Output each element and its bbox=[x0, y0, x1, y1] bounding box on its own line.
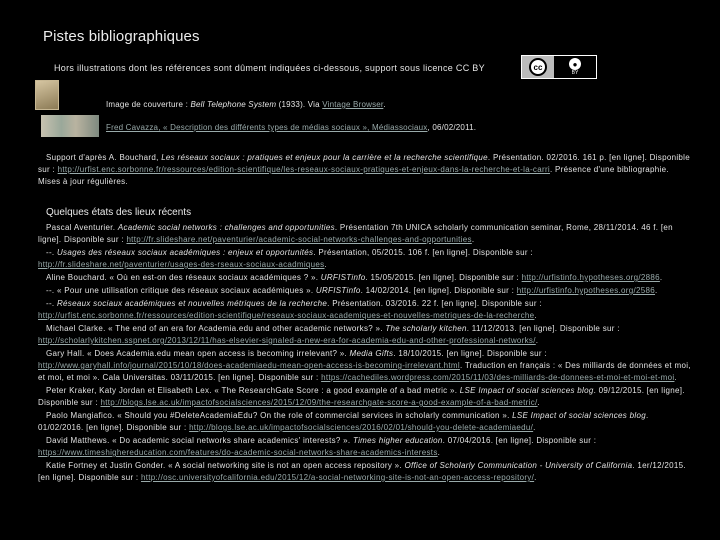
reference-item: Katie Fortney et Justin Gonder. « A social networking site is not an open access repository ». Office of Scholarly Communication - University of California. 1er/12/2015. [en ligne]. Disponible sur : http://osc.universityofcalifornia.edu/2015/12/a-social-networking-site-is-not-an-open-access-repository/. bbox=[38, 461, 686, 482]
reference-item: Gary Hall. « Does Academia.edu mean open access is becoming irrelevant? ». Media Gifts. 18/10/2015. [en ligne]. Disponible sur : http://www.garyhall.info/journal/2015/10/18/does-academiaedu-mean-open-access-is-becoming-irrelevant.html. Traduction en français : « Des milliards de données et moi, et moi, et moi ». Cala Universitas. 03/11/2015. [en ligne]. Disponible sur : https://cachediles.wordpress.com/2015/11/03/des-milliards-de-donnees-et-moi-et-moi-et-moi. bbox=[38, 349, 691, 382]
reference-item: Michael Clarke. « The end of an era for Academia.edu and other academic networks? ». The scholarly kitchen. 11/12/2013. [en ligne]. Disponible sur : http://scholarlykitchen.sspnet.org/2013/12/11/has-elsevier-signaled-a-new-era-for-academia-edu-and-other-professional-networks/. bbox=[38, 324, 620, 345]
by-label: BY bbox=[571, 70, 579, 76]
cover-thumbnail bbox=[35, 80, 59, 110]
cover-credit: Image de couverture : Bell Telephone System (1933). Via Vintage Browser. bbox=[106, 100, 386, 109]
recents-heading: Quelques états des lieux récents bbox=[46, 207, 192, 218]
reference-list bbox=[38, 222, 694, 484]
vintage-browser-link[interactable]: Vintage Browser bbox=[322, 100, 384, 109]
person-icon: ● bbox=[569, 58, 581, 70]
reference-item: Paolo Mangiafico. « Should you #DeleteAcademiaEdu? On the role of commercial services in scholarly communication ». LSE Impact of social sciences blog. 01/02/2016. [en ligne]. Disponible sur : http://blogs.lse.ac.uk/impactofsocialsciences/2016/02/01/should-you-delete-academiaedu/. bbox=[38, 411, 649, 432]
reference-link[interactable]: http://urfistinfo.hypotheses.org/2586 bbox=[516, 286, 656, 295]
support-source: Support d'après A. Bouchard, Les réseaux sociaux : pratiques et enjeux pour la carrière et la recherche scientifique. Présentation. 02/2016. 161 p. [en ligne]. Disponible sur : http://urfist.enc.sorbonne.fr/ressources/edition-scientifique/les-reseaux-sociaux-pratiques-et-enjeux-dans-la-recherche-et-la-carri. Présence d'une bibliographie. Mises à jour régulières. bbox=[38, 153, 691, 186]
fred-cavazza-link[interactable]: Fred Cavazza, « Description des différents types de médias sociaux », Médiassociaux bbox=[106, 123, 428, 132]
reference-item: --. « Pour une utilisation critique des réseaux sociaux académiques ». URFISTinfo. 14/02/2014. [en ligne]. Disponible sur : http://urfistinfo.hypotheses.org/2586. bbox=[46, 286, 658, 295]
reference-item: David Matthews. « Do academic social networks share academics' interests? ». Times higher education. 07/04/2016. [en ligne]. Disponible sur : https://www.timeshighereducation.com/features/do-academic-social-networks-share-academics-interests. bbox=[38, 436, 597, 457]
reference-item: --. Usages des réseaux sociaux académiques : enjeux et opportunités. Présentation, 05/2015. 106 f. [en ligne]. Disponible sur : http://fr.slideshare.net/paventurier/usages-des-rseaux-sociaux-acadmiques. bbox=[38, 248, 533, 269]
reference-link[interactable]: http://fr.slideshare.net/paventurier/academic-social-networks-challenges-and-opportunities bbox=[126, 235, 472, 244]
reference-link[interactable]: http://urfistinfo.hypotheses.org/2886 bbox=[521, 273, 660, 282]
license-intro: Hors illustrations dont les références sont dûment indiquées ci-dessous, support sous licence CC BY bbox=[54, 63, 485, 73]
cover-title: Bell Telephone System bbox=[190, 100, 277, 109]
reference-link[interactable]: http://www.garyhall.info/journal/2015/10/18/does-academiaedu-mean-open-access-is-becoming-irrelevant.html bbox=[38, 361, 460, 370]
cc-logo-panel bbox=[522, 56, 554, 78]
reference-item: Pascal Aventurier. Academic social networks : challenges and opportunities. Présentation 7th UNICA scholarly communication seminar, Rome, 28/11/2014. 46 f. [en ligne]. Disponible sur : http://fr.slideshare.net/paventurier/academic-social-networks-challenges-and-opportunities. bbox=[38, 223, 673, 244]
reference-link[interactable]: http://scholarlykitchen.sspnet.org/2013/12/11/has-elsevier-signaled-a-new-era-for-academia-edu-and-other-professional-networks/ bbox=[38, 336, 536, 345]
reference-link[interactable]: http://osc.universityofcalifornia.edu/2015/12/a-social-networking-site-is-not-an-open-access-repository/ bbox=[140, 473, 535, 482]
reference-link[interactable]: http://blogs.lse.ac.uk/impactofsocialsciences/2016/02/01/should-you-delete-academiaedu/ bbox=[189, 423, 534, 432]
social-media-thumbnail bbox=[41, 115, 99, 137]
reference-item: Peter Kraker, Katy Jordan et Elisabeth Lex. « The ResearchGate Score : a good example of a bad metric ». LSE Impact of social sciences blog. 09/12/2015. [en ligne]. Disponible sur : http://blogs.lse.ac.uk/impactofsocialsciences/2015/12/09/the-researchgate-score-a-good-example-of-a-bad-metric/. bbox=[38, 386, 685, 407]
reference-link[interactable]: http://urfist.enc.sorbonne.fr/ressources/edition-scientifique/reseaux-sociaux-academiques-et-nouvelles-metriques-de-la-recherche bbox=[38, 311, 535, 320]
fred-cavazza-credit: Fred Cavazza, « Description des différents types de médias sociaux », Médiassociaux, 06/02/2011. bbox=[106, 123, 477, 132]
reference-link[interactable]: https://cachediles.wordpress.com/2015/11/03/des-milliards-de-donnees-et-moi-et-moi-et-moi bbox=[321, 373, 675, 382]
reference-item: Aline Bouchard. « Où en est-on des réseaux sociaux académiques ? ». URFISTinfo. 15/05/2015. [en ligne]. Disponible sur : http://urfistinfo.hypotheses.org/2886. bbox=[46, 273, 663, 282]
cc-by-badge[interactable] bbox=[521, 55, 597, 79]
slide-title: Pistes bibliographiques bbox=[43, 28, 200, 45]
by-panel bbox=[554, 56, 596, 78]
support-link[interactable]: http://urfist.enc.sorbonne.fr/ressources/edition-scientifique/les-reseaux-sociaux-pratiques-et-enjeux-dans-la-recherche-et-la-carri bbox=[57, 165, 550, 174]
reference-link[interactable]: http://fr.slideshare.net/paventurier/usages-des-rseaux-sociaux-acadmiques bbox=[38, 260, 325, 269]
cc-icon: cc bbox=[529, 58, 547, 76]
reference-link[interactable]: https://www.timeshighereducation.com/features/do-academic-social-networks-share-academics-interests bbox=[38, 448, 438, 457]
reference-item: --. Réseaux sociaux académiques et nouvelles métriques de la recherche. Présentation. 03/2016. 22 f. [en ligne]. Disponible sur : http://urfist.enc.sorbonne.fr/ressources/edition-scientifique/reseaux-sociaux-academiques-et-nouvelles-metriques-de-la-recherche. bbox=[38, 299, 542, 320]
reference-link[interactable]: http://blogs.lse.ac.uk/impactofsocialsciences/2015/12/09/the-researchgate-score-a-good-example-of-a-bad-metric/ bbox=[100, 398, 538, 407]
